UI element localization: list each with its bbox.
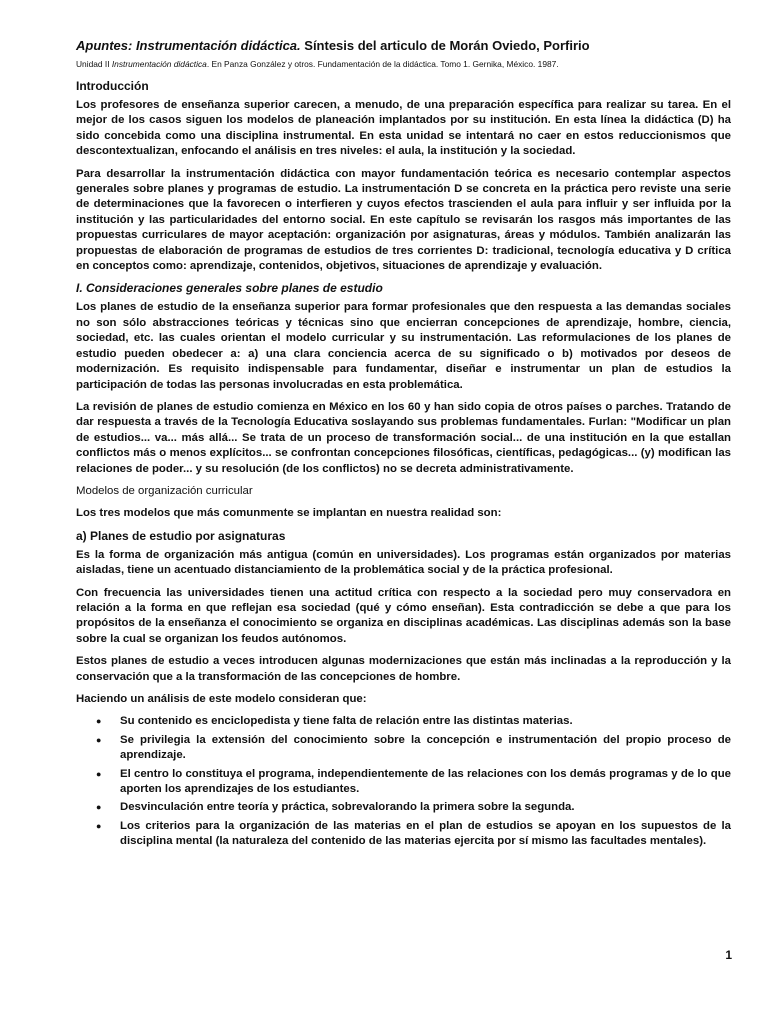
section-1-heading: I. Consideraciones generales sobre planes de estudio	[76, 281, 383, 296]
bullet-icon: ●	[96, 768, 102, 779]
intro-paragraph-1: Los profesores de enseñanza superior carecen, a menudo, de una preparación específica para realizar su tarea. En el mejor de los casos siguen los modelos de planeación implantados por su institución. En esta línea la didáctica (D) ha sido concebida como una disciplina instrumental. En esta unidad se intentará no caer en estos reduccionismos que descontextualizan, enfocando el análisis en tres niveles: el aula, la institución y la sociedad.	[76, 99, 731, 158]
models-heading: Modelos de organización curricular	[76, 484, 253, 497]
subsection-a-paragraph-1: Es la forma de organización más antigua (común en universidades). Los programas están organizados por materias aisladas, tiene un acentuado distanciamiento de la problemática social y de la práctica profesional.	[76, 548, 731, 577]
subsection-a-paragraph-3: Estos planes de estudio a veces introducen algunas modernizaciones que están más inclinadas a la reproducción y la conservación que a la transformación de las concepciones de hombre.	[76, 655, 731, 683]
section-1-paragraph-1: Los planes de estudio de la enseñanza superior para formar profesionales que den respuesta a las demandas sociales no son sólo abstracciones teóricas y técnicas sino que encierran concepciones de aprendizaje, hombre, ciencia, sociedad, etc. las cuales orientan el modelo curricular y su instrumentación. Las reformulaciones de los planes de estudio pueden obedecer a: a) una clara conciencia acerca de su significado o b) motivados por deseos de modernización. Es requisito indispensable para fundamentar, diseñar e instrumentar un plan de estudios la participación de todas las personas involucradas en esta problemática.	[76, 301, 731, 391]
list-item: ● Se privilegia la extensión del conocimiento sobre la concepción e instrumentación del propio proceso de aprendizaje.	[96, 733, 731, 762]
bullet-icon: ●	[96, 820, 102, 831]
analysis-bullet-list	[76, 714, 731, 849]
subsection-a-heading: a) Planes de estudio por asignaturas	[76, 528, 286, 543]
document-title	[76, 38, 731, 54]
bullet-icon: ●	[96, 716, 102, 727]
ref-prefix: Unidad II	[76, 59, 112, 69]
bullet-icon: ●	[96, 802, 102, 813]
subsection-a-paragraph-4: Haciendo un análisis de este modelo consideran que:	[76, 693, 367, 705]
source-reference	[76, 59, 731, 70]
subsection-a-paragraph-2: Con frecuencia las universidades tienen una actitud crítica con respecto a la sociedad pero muy conservadora en relación a la forma en que reflejan esa sociedad (qué y cómo enseñan). Esta contradicción se debe a que para los propósitos de la enseñanza el conocimiento se organiza en disciplinas académicas. Las disciplinas además son la base sobre la cual se organizan los feudos autónomos.	[76, 586, 731, 645]
document-page	[76, 38, 731, 853]
section-1-paragraph-2: La revisión de planes de estudio comienza en México en los 60 y han sido copia de otros países o parches. Tratando de dar respuesta a través de la Tecnología Educativa soslayando sus problemas fundamentales. Furlan: "Modificar un plan de estudios... va... más allá... Se trata de un proceso de transformación social... de una institución en la que estallan conflictos más o menos explícitos... se confrontan concepciones filosóficas, científicas, pedagógicas... (y) modifican las relaciones de poder... y su resolución (de los conflictos) no se decreta administrativamente.	[76, 400, 731, 475]
title-italic: Apuntes: Instrumentación didáctica.	[76, 38, 301, 53]
ref-rest: . En Panza González y otros. Fundamentación de la didáctica. Tomo 1. Gernika, México. 1987.	[206, 59, 559, 69]
intro-heading: Introducción	[76, 79, 149, 93]
list-item: ● Su contenido es enciclopedista y tiene falta de relación entre las distintas materias.	[96, 714, 731, 729]
title-rest: Síntesis del articulo de Morán Oviedo, Porfirio	[300, 38, 590, 53]
list-item: ● El centro lo constituya el programa, independientemente de las relaciones con los demás programas y de lo que aporten los aprendizajes de los estudiantes.	[96, 767, 731, 796]
list-item: ● Los criterios para la organización de las materias en el plan de estudios se apoyan en los supuestos de la disciplina mental (la naturaleza del contenido de las materias ejercita por sí mismo las facultades mentales).	[96, 819, 731, 848]
page-number: 1	[725, 948, 732, 962]
models-intro: Los tres modelos que más comunmente se implantan en nuestra realidad son:	[76, 507, 502, 520]
bullet-icon: ●	[96, 734, 102, 745]
intro-paragraph-2: Para desarrollar la instrumentación didáctica con mayor fundamentación teórica es necesario contemplar aspectos generales sobre planes y programas de estudio. La instrumentación D se concreta en la práctica pero reviste una serie de determinaciones que la favorecen o interfieren y cuyos efectos trascienden el aula para influir y ser influida por la institución y las particularidades del entorno social. En este capítulo se revisarán los rasgos más importantes de las propuestas curriculares de mayor aceptación: organización por asignaturas, áreas y módulos. También analizarán las propuestas de elaboración de programas de estudios de tres corrientes D: tradicional, tecnología educativa y D crítica en conceptos como: aprendizaje, contenidos, objetivos, situaciones de aprendizaje y evaluación.	[76, 167, 731, 273]
ref-italic: Instrumentación didáctica	[111, 59, 207, 69]
list-item: ● Desvinculación entre teoría y práctica, sobrevalorando la primera sobre la segunda.	[96, 800, 731, 815]
